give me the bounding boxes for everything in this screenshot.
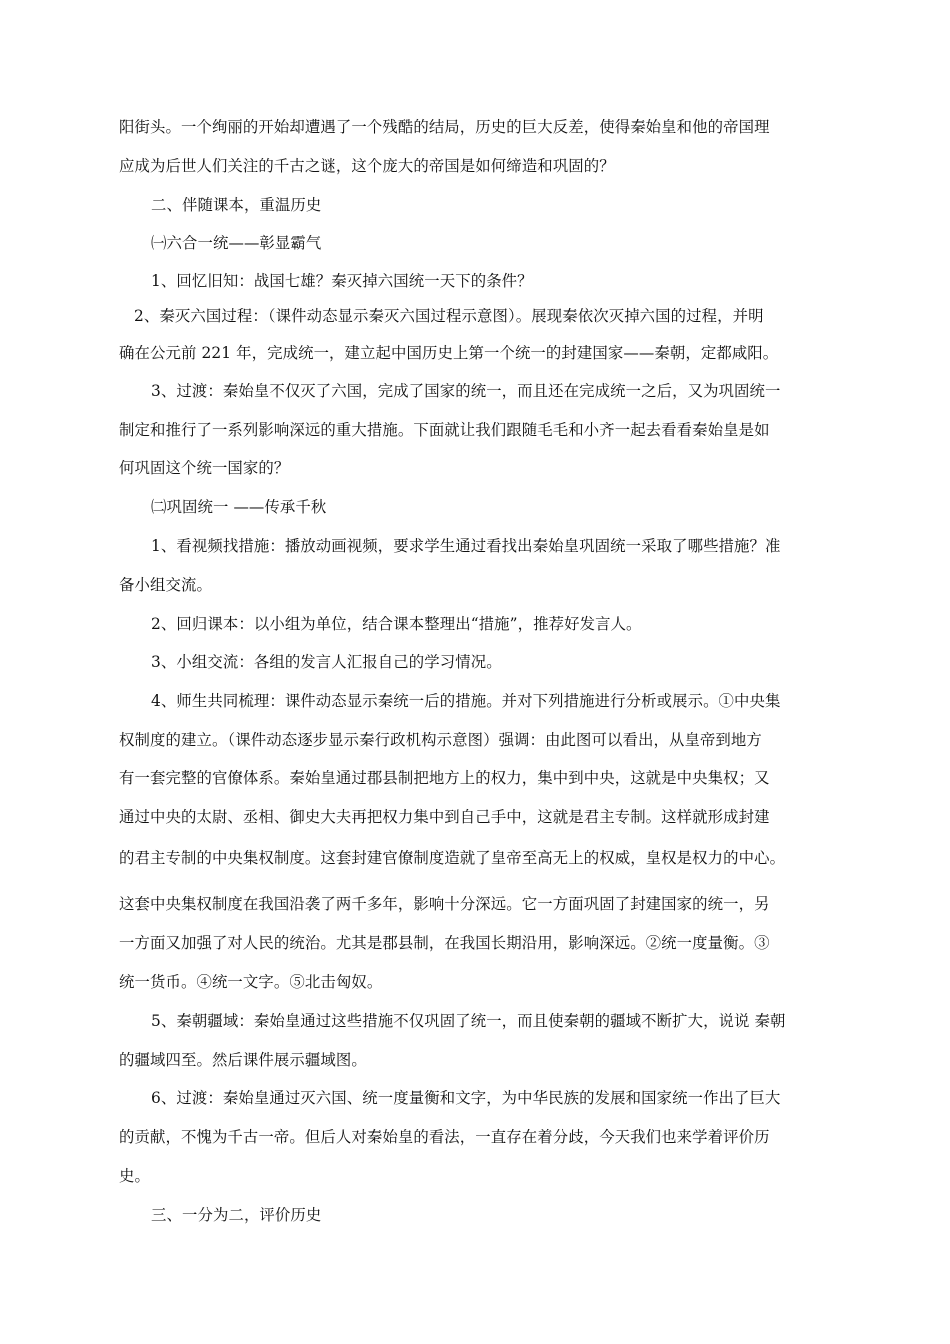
text-line: 的君主专制的中央集权制度。这套封建官僚制度造就了皇帝至高无上的权威，皇权是权力的中心。 bbox=[119, 849, 786, 867]
subsection-heading: ㈠六合一统——彰显霸气 bbox=[151, 234, 322, 252]
text-line: 的疆域四至。然后课件展示疆域图。 bbox=[119, 1051, 367, 1069]
text-line: 制定和推行了一系列影响深远的重大措施。下面就让我们跟随毛毛和小齐一起去看看秦始皇是如 bbox=[119, 421, 770, 439]
text-line: 6、过渡：秦始皇通过灭六国、统一度量衡和文字，为中华民族的发展和国家统一作出了巨大 bbox=[151, 1089, 781, 1107]
text-line: 统一货币。④统一文字。⑤北击匈奴。 bbox=[119, 973, 383, 991]
section-heading: 二、伴随课本，重温历史 bbox=[151, 196, 322, 214]
text-line: 4、师生共同梳理：课件动态显示秦统一后的措施。并对下列措施进行分析或展示。①中央集 bbox=[151, 692, 781, 710]
text-line: 3、过渡：秦始皇不仅灭了六国，完成了国家的统一，而且还在完成统一之后，又为巩固统一 bbox=[151, 382, 781, 400]
text-line: 这套中央集权制度在我国沿袭了两千多年，影响十分深远。它一方面巩固了封建国家的统一，另 bbox=[119, 895, 770, 913]
text-line: 何巩固这个统一国家的？ bbox=[119, 459, 290, 477]
text-line: 3、小组交流：各组的发言人汇报自己的学习情况。 bbox=[151, 653, 502, 671]
text-line: 确在公元前 221 年，完成统一，建立起中国历史上第一个统一的封建国家——秦朝，定都咸阳。 bbox=[119, 344, 779, 362]
text-line: 2、回归课本：以小组为单位，结合课本整理出“措施”，推荐好发言人。 bbox=[151, 615, 642, 633]
text-line: 的贡献，不愧为千古一帝。但后人对秦始皇的看法，一直存在着分歧，今天我们也来学着评价历 bbox=[119, 1128, 770, 1146]
text-line: 一方面又加强了对人民的统治。尤其是郡县制，在我国长期沿用，影响深远。②统一度量衡。③ bbox=[119, 934, 770, 952]
text-line: 2、秦灭六国过程：（课件动态显示秦灭六国过程示意图）。展现秦依次灭掉六国的过程，并明 bbox=[134, 307, 764, 325]
text-line: 应成为后世人们关注的千古之谜，这个庞大的帝国是如何缔造和巩固的？ bbox=[119, 157, 615, 175]
text-line: 权制度的建立。（课件动态逐步显示秦行政机构示意图）强调：由此图可以看出，从皇帝到地方 bbox=[119, 731, 762, 749]
text-line: 史。 bbox=[119, 1167, 150, 1185]
subsection-heading: ㈡巩固统一 ——传承千秋 bbox=[151, 498, 327, 516]
text-line: 通过中央的太尉、丞相、御史大夫再把权力集中到自己手中，这就是君主专制。这样就形成封建 bbox=[119, 808, 770, 826]
text-line: 有一套完整的官僚体系。秦始皇通过郡县制把地方上的权力，集中到中央，这就是中央集权；又 bbox=[119, 769, 770, 787]
text-line: 5、秦朝疆域：秦始皇通过这些措施不仅巩固了统一，而且使秦朝的疆域不断扩大，说说 秦朝 bbox=[151, 1012, 786, 1030]
text-line: 阳街头。一个绚丽的开始却遭遇了一个残酷的结局，历史的巨大反差，使得秦始皇和他的帝国理 bbox=[119, 118, 770, 136]
text-line: 1、回忆旧知：战国七雄？秦灭掉六国统一天下的条件？ bbox=[151, 272, 533, 290]
text-line: 1、看视频找措施：播放动画视频，要求学生通过看找出秦始皇巩固统一采取了哪些措施？准 bbox=[151, 537, 781, 555]
section-heading: 三、一分为二，评价历史 bbox=[151, 1206, 322, 1224]
text-line: 备小组交流。 bbox=[119, 576, 212, 594]
